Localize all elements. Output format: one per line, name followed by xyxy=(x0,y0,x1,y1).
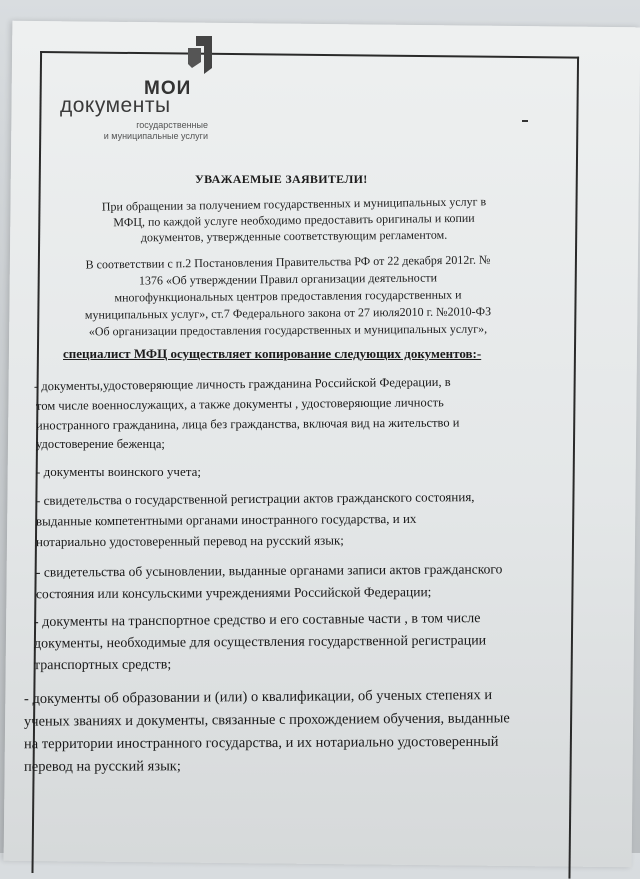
list-item xyxy=(36,462,201,482)
list-item-line: перевод на русский язык; xyxy=(23,758,181,775)
list-item-line: выданные компетентными органами иностранного государства, и их xyxy=(35,510,417,529)
paragraph-line: 1376 «Об утверждении Правил организации деятельности xyxy=(138,270,438,288)
logo-name-top: МОИ xyxy=(144,78,192,99)
paragraph-line: многофункциональных центров предоставления государственных и xyxy=(114,287,462,305)
list-item xyxy=(36,488,475,551)
paragraph-line: При обращении за получением государственных и муниципальных услуг в xyxy=(101,194,487,214)
list-item-line: транспортных средств; xyxy=(33,657,172,674)
list-item-line: том числе военнослужащих, а также документы , удостоверяющие личность xyxy=(35,395,444,413)
list-item xyxy=(24,686,510,778)
list-item xyxy=(36,560,502,604)
paragraph-line: «Об организации предоставления государственных и муниципальных услуг», xyxy=(88,321,488,339)
list-item-line: - документы об образовании и (или) о квалификации, об ученых степенях и xyxy=(23,687,493,708)
list-item-line: - документы воинского учета; xyxy=(36,464,201,479)
list-item xyxy=(34,610,486,676)
logo-name-main: документы xyxy=(60,94,171,117)
mfc-logo-icon xyxy=(184,34,216,74)
stray-mark xyxy=(522,120,528,122)
intro-paragraph xyxy=(64,196,524,244)
list-item-line: на территории иностранного государства, и их нотариально удостоверенный xyxy=(23,733,499,753)
list-item-line: - свидетельства о государственной регистрации актов гражданского состояния, xyxy=(35,489,475,508)
list-item-line: - документы на транспортное средство и его составные части , в том числе xyxy=(33,611,481,630)
logo-subtitle-line: и муниципальные услуги xyxy=(103,131,208,141)
document-title: УВАЖАЕМЫЕ ЗАЯВИТЕЛИ! xyxy=(195,172,368,186)
list-item-line: ученых званиях и документы, связанные с прохождением обучения, выданные xyxy=(23,710,510,730)
paragraph-line: муниципальных услуг», ст.7 Федерального закона от 27 июля2010 г. №2010-ФЗ xyxy=(84,304,492,322)
logo-subtitle xyxy=(60,120,208,142)
list-item-line: иностранного гражданина, лица без гражданства, включая вид на жительство и xyxy=(35,415,460,433)
logo-subtitle-line: государственные xyxy=(136,120,208,130)
list-item-line: документы, необходимые для осуществления государственной регистрации xyxy=(33,633,487,652)
paragraph-line: В соответствии с п.2 Постановления Правительства РФ от 22 декабря 2012г. № xyxy=(85,252,491,272)
list-item xyxy=(34,374,459,454)
list-item-line: состояния или консульскими учреждениями Российской Федерации; xyxy=(35,584,432,602)
paragraph-line: МФЦ, по каждой услуге необходимо предоставить оригиналы и копии xyxy=(113,210,475,230)
copying-heading: специалист МФЦ осуществляет копирование следующих документов:- xyxy=(63,346,482,361)
list-item-line: - свидетельства об усыновлении, выданные органами записи актов гражданского xyxy=(35,561,503,580)
list-item-line: нотариально удостоверенный перевод на русский язык; xyxy=(35,532,344,550)
list-item-line: удостоверение беженца; xyxy=(36,437,165,451)
list-item-line: - документы,удостоверяющие личность гражданина Российской Федерации, в xyxy=(33,374,451,394)
legal-basis-paragraph xyxy=(48,254,528,339)
paragraph-line: документов, утвержденные соответствующим регламентом. xyxy=(140,227,448,245)
